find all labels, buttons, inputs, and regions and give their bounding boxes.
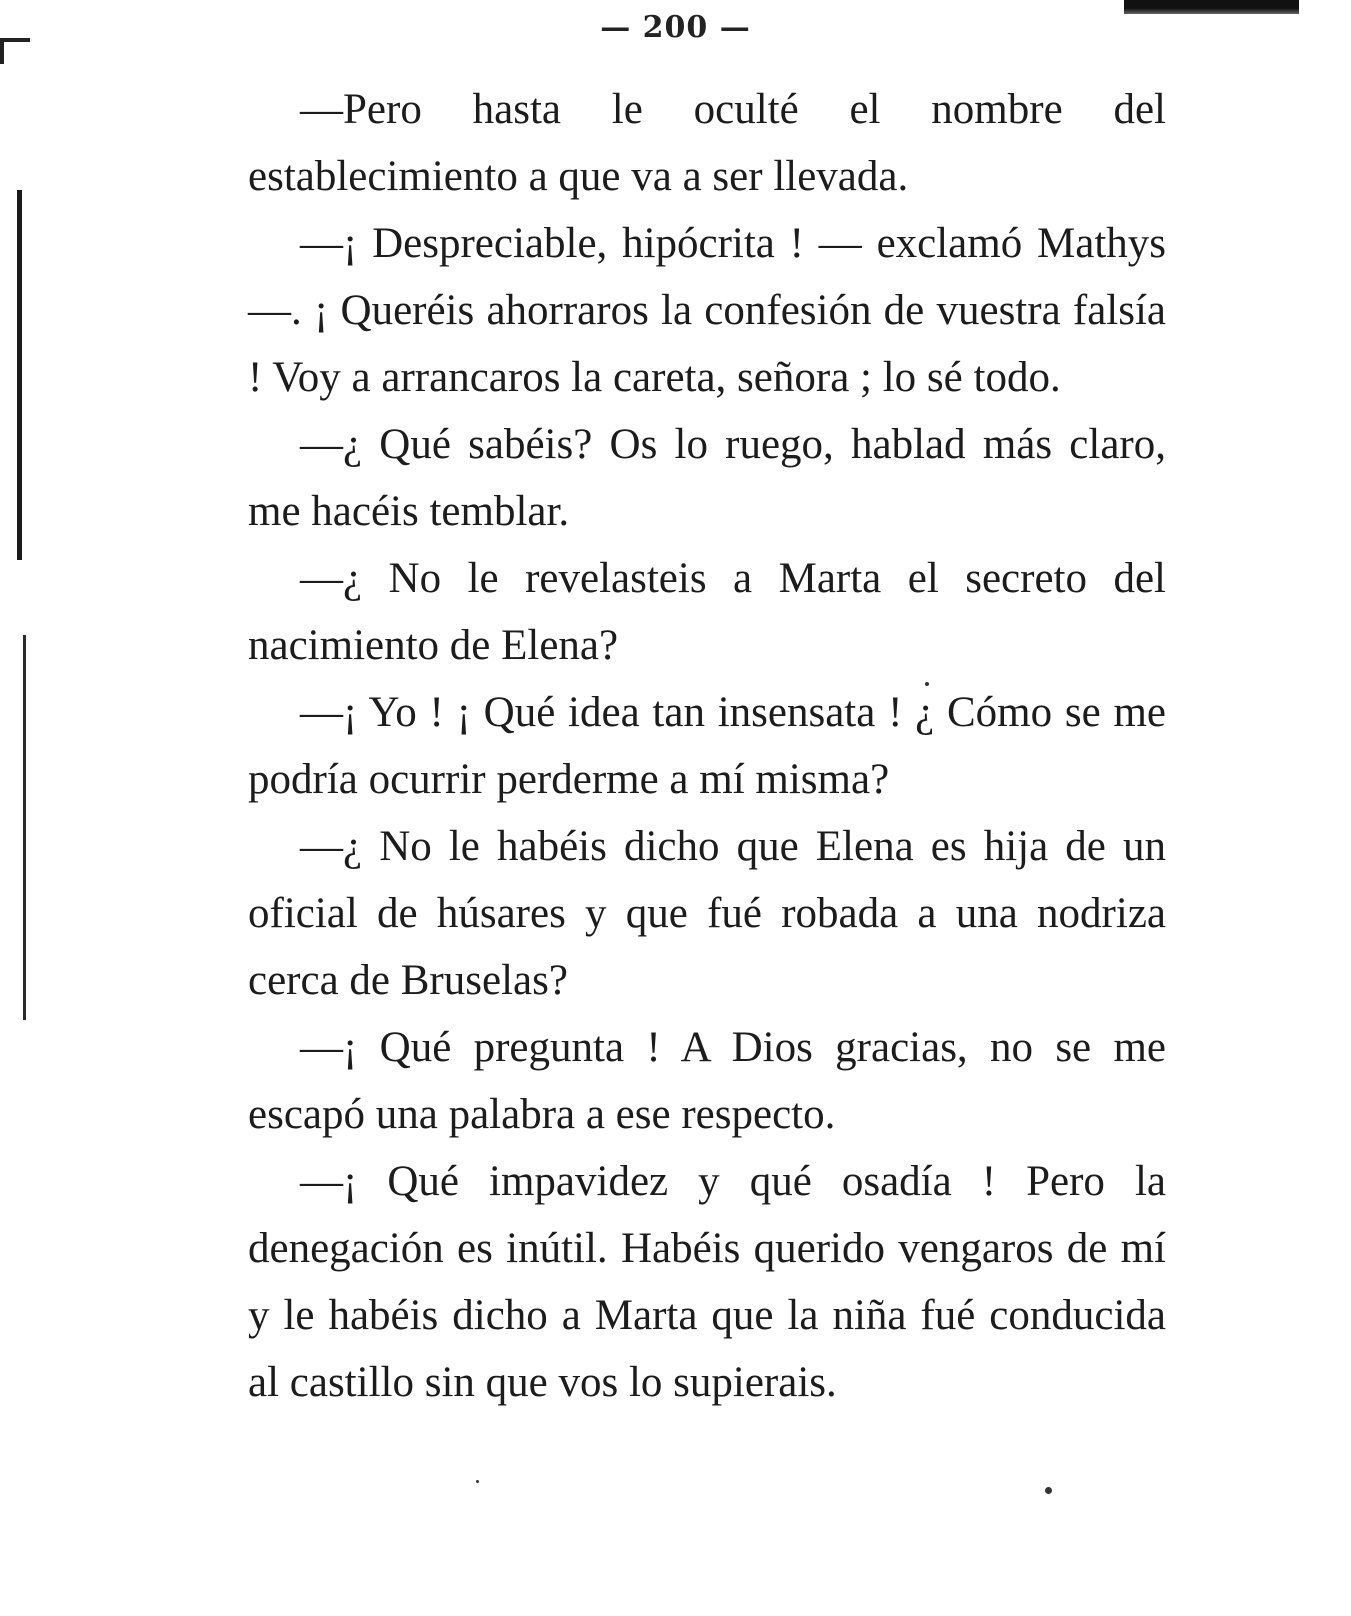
scan-left-edge-shadow bbox=[17, 190, 22, 560]
paragraph: —¿ Qué sabéis? Os lo ruego, hablad más claro, me hacéis temblar. bbox=[248, 421, 1166, 535]
page-number: — 200 — bbox=[600, 10, 751, 45]
scan-speck bbox=[476, 1480, 479, 1483]
paragraph: —¡ Qué pregunta ! A Dios gracias, no se me escapó una palabra a ese respecto. bbox=[248, 1024, 1166, 1138]
paragraph: —Pero hasta le oculté el nombre del establecimiento a que va a ser llevada. bbox=[248, 86, 1166, 200]
paragraph: —¡ Despreciable, hipócrita ! — exclamó Mathys—. ¡ Queréis ahorraros la confesión de vuestra falsía ! Voy a arrancaros la careta, señora ; lo sé todo. bbox=[248, 220, 1166, 401]
scan-speck bbox=[1045, 1487, 1052, 1494]
scan-left-edge-shadow bbox=[23, 635, 26, 1020]
body-text bbox=[248, 76, 1166, 1416]
paragraph: —¡ Qué impavidez y qué osadía ! Pero la denegación es inútil. Habéis querido vengaros de mí y le habéis dicho a Marta que la niña fué conducida al castillo sin que vos lo supierais. bbox=[248, 1158, 1166, 1406]
paragraph: —¡ Yo ! ¡ Qué idea tan insensata ! ¿ Cómo se me podría ocurrir perderme a mí misma? bbox=[248, 689, 1166, 803]
paragraph: —¿ No le revelasteis a Marta el secreto del nacimiento de Elena? bbox=[248, 555, 1166, 669]
paragraph: —¿ No le habéis dicho que Elena es hija de un oficial de húsares y que fué robada a una nodriza cerca de Bruselas? bbox=[248, 823, 1166, 1004]
